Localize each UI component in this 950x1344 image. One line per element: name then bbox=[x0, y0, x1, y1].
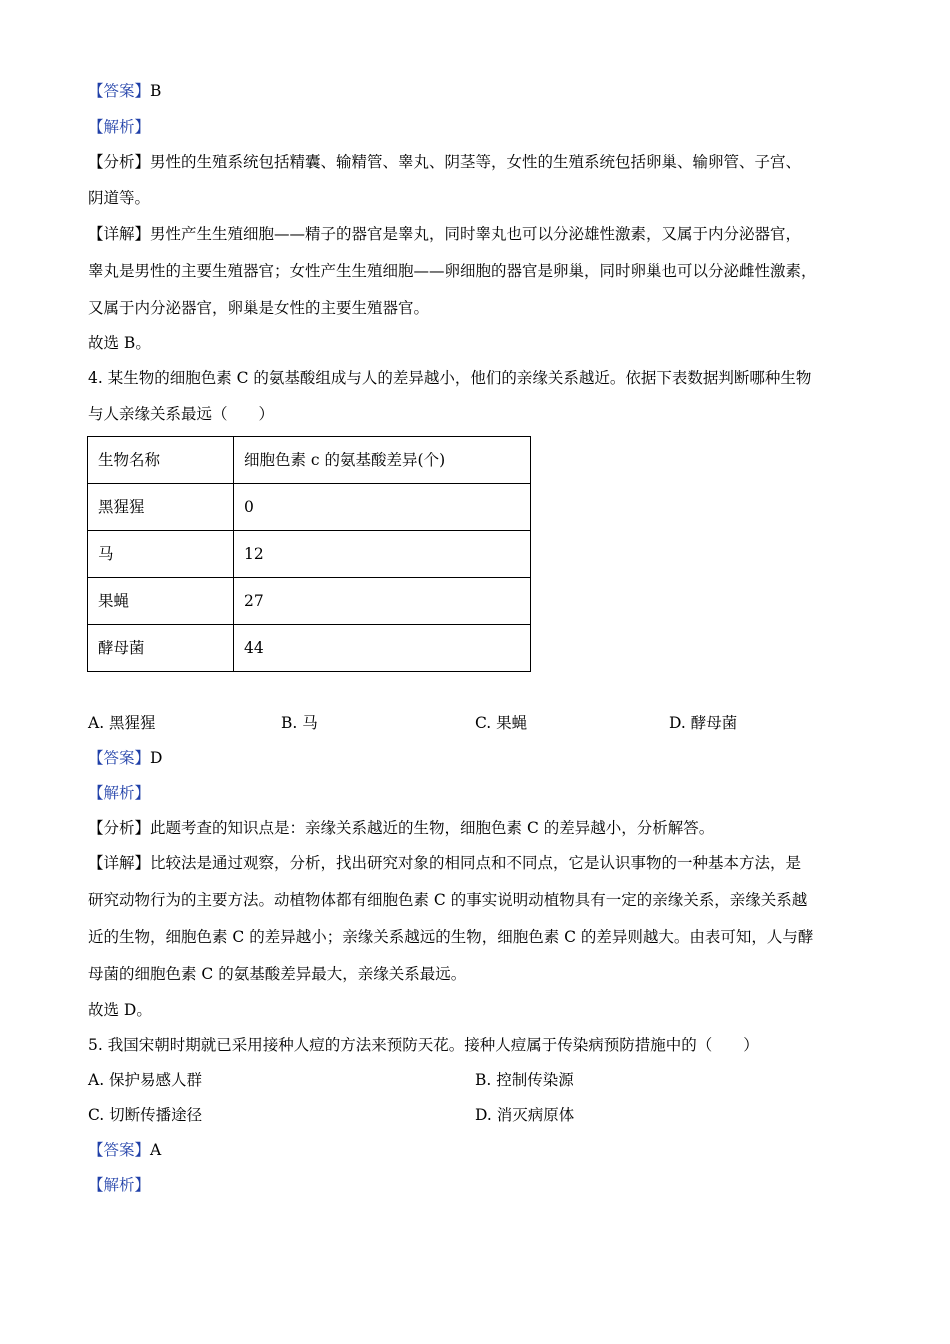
q4-option-a: A. 黑猩猩 bbox=[88, 714, 156, 732]
q5-option-c: C. 切断传播途径 bbox=[88, 1106, 203, 1124]
q3-fenxi-line-2: 阴道等。 bbox=[88, 189, 151, 207]
q3-analysis-tag: 【解析】 bbox=[88, 118, 151, 136]
answer-tag: 【答案】 bbox=[88, 82, 151, 100]
answer-tag: 【答案】 bbox=[88, 1141, 151, 1159]
table-cell: 黑猩猩 bbox=[88, 484, 234, 531]
table-cell: 马 bbox=[88, 531, 234, 578]
q5-stem-line-1: 5. 我国宋朝时期就已采用接种人痘的方法来预防天花。接种人痘属于传染病预防措施中的（ ） bbox=[88, 1036, 759, 1054]
table-cell: 12 bbox=[234, 531, 531, 578]
q5-answer: 【答案】A bbox=[88, 1141, 162, 1159]
q5-analysis-tag: 【解析】 bbox=[88, 1176, 151, 1194]
cytochrome-table bbox=[87, 436, 531, 672]
q3-xiangjie-line-3: 又属于内分泌器官，卵巢是女性的主要生殖器官。 bbox=[88, 299, 430, 317]
q4-answer: 【答案】D bbox=[88, 749, 163, 767]
q4-conclusion: 故选 D。 bbox=[88, 1001, 152, 1019]
q4-option-d: D. 酵母菌 bbox=[669, 714, 738, 732]
q4-xiangjie-line-2: 研究动物行为的主要方法。动植物体都有细胞色素 C 的事实说明动植物具有一定的亲缘关系，亲缘关系越 bbox=[88, 891, 808, 909]
table-header-row bbox=[88, 437, 531, 484]
table-cell: 44 bbox=[234, 625, 531, 672]
q4-xiangjie-line-1: 【详解】比较法是通过观察，分析，找出研究对象的相同点和不同点，它是认识事物的一种基本方法，是 bbox=[88, 854, 802, 872]
table-row bbox=[88, 484, 531, 531]
q3-fenxi-line-1: 【分析】男性的生殖系统包括精囊、输精管、睾丸、阴茎等，女性的生殖系统包括卵巢、输卵管、子宫、 bbox=[88, 153, 802, 171]
table-header-cell: 细胞色素 c 的氨基酸差异(个) bbox=[234, 437, 531, 484]
table-row bbox=[88, 578, 531, 625]
table-cell: 27 bbox=[234, 578, 531, 625]
q5-option-d: D. 消灭病原体 bbox=[475, 1106, 575, 1124]
table-header-cell: 生物名称 bbox=[88, 437, 234, 484]
table-cell: 0 bbox=[234, 484, 531, 531]
q4-option-b: B. 马 bbox=[281, 714, 318, 732]
q4-xiangjie-line-3: 近的生物，细胞色素 C 的差异越小；亲缘关系越远的生物，细胞色素 C 的差异则越大。由表可知，人与酵 bbox=[88, 928, 814, 946]
q3-xiangjie-line-2: 睾丸是男性的主要生殖器官；女性产生生殖细胞——卵细胞的器官是卵巢，同时卵巢也可以分泌雌性激素， bbox=[88, 262, 817, 280]
q4-xiangjie-line-4: 母菌的细胞色素 C 的氨基酸差异最大，亲缘关系最远。 bbox=[88, 965, 467, 983]
table-row bbox=[88, 625, 531, 672]
q3-answer: 【答案】B bbox=[88, 82, 162, 100]
q4-fenxi-line-1: 【分析】此题考查的知识点是：亲缘关系越近的生物，细胞色素 C 的差异越小，分析解答。 bbox=[88, 819, 715, 837]
q3-conclusion: 故选 B。 bbox=[88, 334, 151, 352]
table-cell: 酵母菌 bbox=[88, 625, 234, 672]
q5-option-b: B. 控制传染源 bbox=[475, 1071, 574, 1089]
q4-analysis-tag: 【解析】 bbox=[88, 784, 151, 802]
q4-stem-line-2: 与人亲缘关系最远（ ） bbox=[88, 405, 275, 423]
q4-option-c: C. 果蝇 bbox=[475, 714, 528, 732]
q5-option-a: A. 保护易感人群 bbox=[88, 1071, 203, 1089]
answer-tag: 【答案】 bbox=[88, 749, 151, 767]
q4-stem-line-1: 4. 某生物的细胞色素 C 的氨基酸组成与人的差异越小，他们的亲缘关系越近。依据下表数据判断哪种生物 bbox=[88, 369, 812, 387]
q3-xiangjie-line-1: 【详解】男性产生生殖细胞——精子的器官是睾丸，同时睾丸也可以分泌雄性激素，又属于内分泌器官， bbox=[88, 225, 802, 243]
table-row bbox=[88, 531, 531, 578]
table-cell: 果蝇 bbox=[88, 578, 234, 625]
